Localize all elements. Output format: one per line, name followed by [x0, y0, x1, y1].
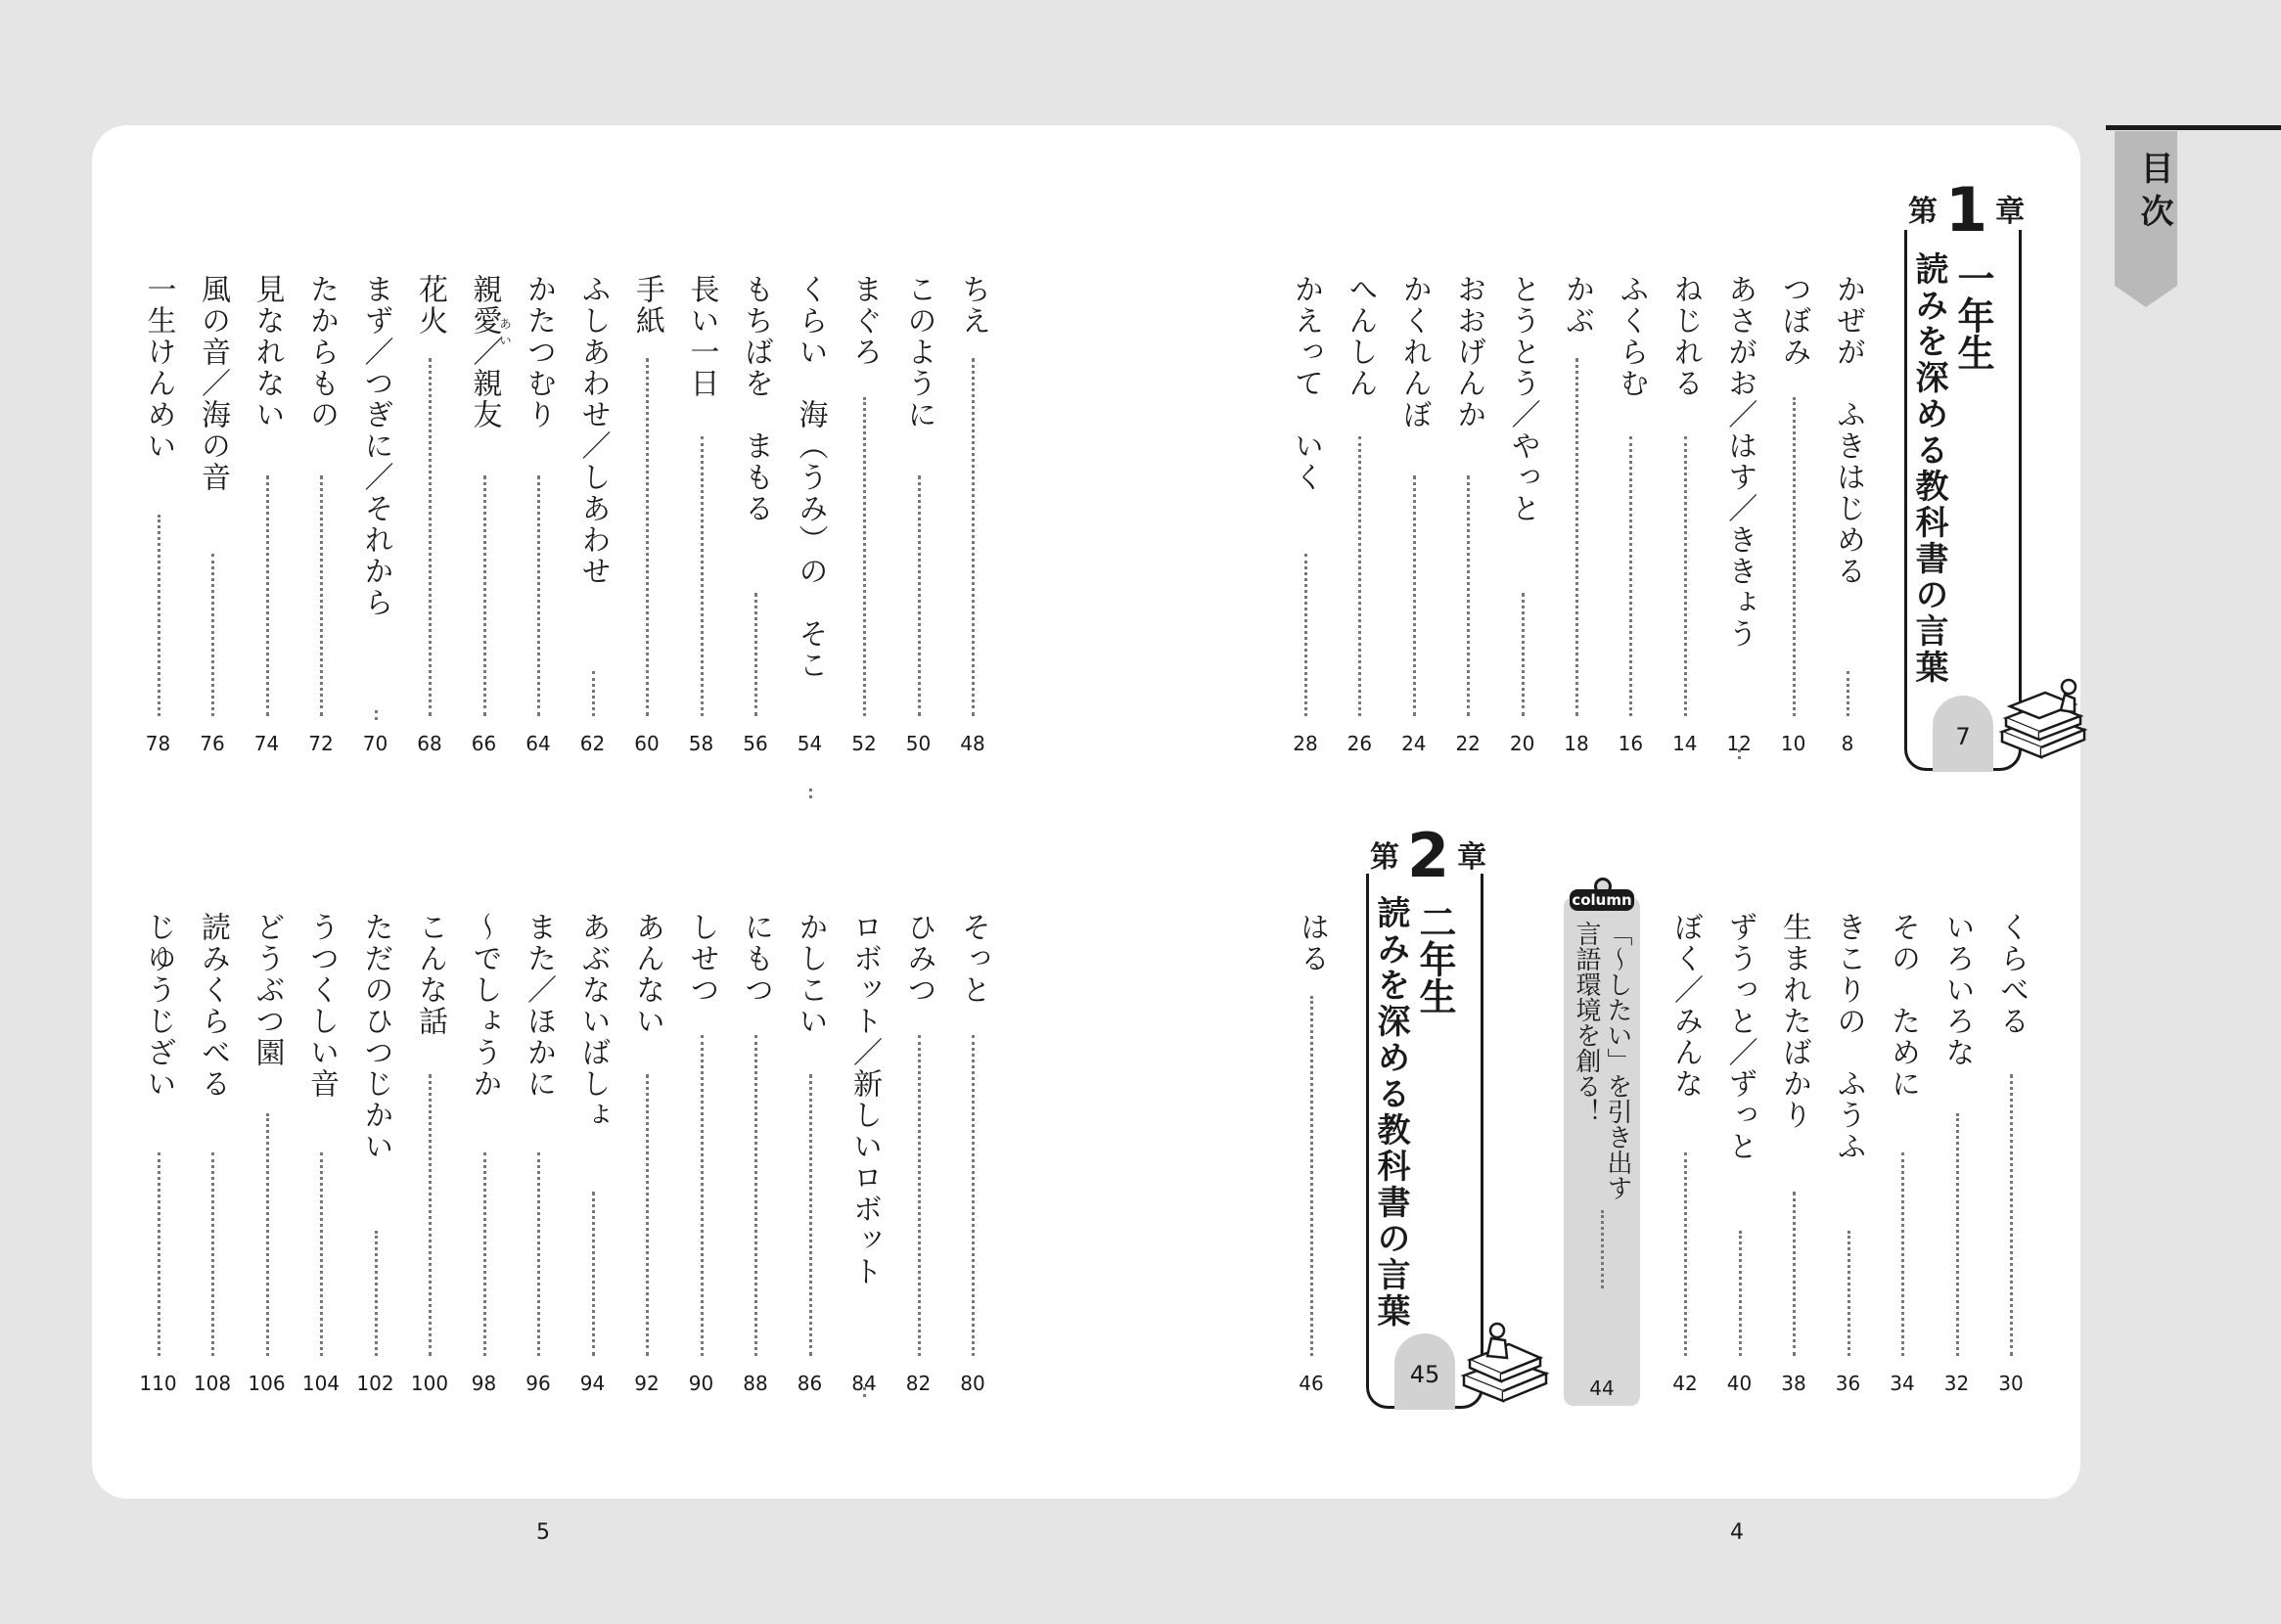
toc-entry-title: かたつむり — [522, 274, 556, 430]
toc-entry[interactable] — [1819, 912, 1878, 1415]
chapter1-start-page: 7 — [1933, 696, 1993, 772]
toc-leader-dots — [1739, 1231, 1742, 1356]
toc-entry-title: 花火 — [413, 274, 447, 337]
toc-entry-title: まぐろ — [847, 274, 882, 368]
toc-entry-page: 78 — [145, 732, 171, 755]
toc-entry-title: 読みくらべる — [196, 912, 230, 1100]
toc-leader-dots — [1310, 996, 1313, 1356]
toc-entry-title: うつくしい音 — [304, 912, 339, 1100]
toc-leader-dots — [158, 515, 160, 716]
column-line2: 言語環境を創る！ — [1572, 921, 1601, 1124]
toc-leader-dots — [646, 358, 649, 716]
toc-leader-dots — [592, 1192, 595, 1356]
toc-entry-ruby: あい — [499, 317, 512, 347]
toc-entry-title: 親愛／親友 — [467, 274, 502, 430]
toc-entry-title: つぼみ — [1776, 274, 1811, 368]
toc-entry-title: いろいろな — [1939, 912, 1975, 1068]
toc-entry[interactable] — [781, 274, 840, 775]
toc-leader-dots — [1467, 475, 1470, 716]
chapter1-label: 第 1 章 — [1908, 174, 2026, 246]
toc-entry-page: 28 — [1293, 732, 1318, 755]
toc-entry-page: 30 — [1998, 1372, 2024, 1395]
toc-leader-dots — [537, 1152, 540, 1356]
toc-entry-title: ずうっと／ずっと — [1722, 912, 1757, 1162]
toc-entry-title: その ために — [1886, 912, 1920, 1100]
toc-leader-dots — [701, 436, 704, 716]
toc-leader-dots — [863, 397, 866, 716]
toc-leader-dots — [537, 475, 540, 716]
toc-entry-page: 38 — [1781, 1372, 1806, 1395]
toc-entry[interactable] — [1385, 274, 1443, 775]
toc-entry-title: あんない — [630, 912, 664, 1037]
toc-entry[interactable] — [1330, 274, 1389, 775]
toc-entry-title: 手紙 — [630, 274, 664, 337]
toc-leader-dots — [809, 1074, 812, 1356]
toc-leader-dots — [1304, 554, 1307, 716]
toc-entry[interactable] — [617, 274, 676, 775]
toc-entry-title: もちばを まもる — [739, 274, 773, 524]
toc-leader-dots — [158, 1152, 160, 1356]
toc-entry[interactable] — [1493, 274, 1552, 775]
toc-leader-dots — [2010, 1074, 2013, 1356]
toc-entry-page: 56 — [743, 732, 768, 755]
toc-entry[interactable] — [726, 274, 785, 775]
toc-leader-dots — [1684, 1152, 1687, 1356]
toc-leader-dots — [1793, 397, 1796, 716]
books-reader-icon — [1458, 1321, 1552, 1411]
toc-entry[interactable] — [1982, 912, 2040, 1415]
toc-entry-page: 104 — [301, 1372, 341, 1395]
toc-entry[interactable] — [1711, 912, 1769, 1415]
toc-leader-dots — [1522, 593, 1525, 716]
toc-entry-page: 32 — [1943, 1372, 1970, 1395]
toc-entry-page: 54 — [797, 732, 823, 755]
toc-entry[interactable] — [1547, 274, 1606, 775]
toc-leader-dots — [918, 1035, 921, 1356]
column-badge: column — [1570, 889, 1634, 911]
toc-entry[interactable] — [1710, 274, 1768, 775]
page-number-right: 4 — [1730, 1520, 1744, 1545]
toc-entry[interactable] — [129, 912, 188, 1415]
toc-entry-title: ひみつ — [901, 912, 936, 1006]
toc-entry-title: くらい 海（うみ）の そこ — [793, 274, 828, 681]
toc-entry[interactable] — [943, 274, 1002, 775]
toc-entry[interactable] — [238, 274, 297, 775]
toc-entry-title: ふくらむ — [1614, 274, 1649, 399]
toc-entry[interactable] — [509, 912, 568, 1415]
toc-entry[interactable] — [564, 274, 622, 775]
toc-entry[interactable] — [672, 274, 731, 775]
chapter2-start-page: 45 — [1394, 1333, 1455, 1410]
toc-entry-title: おおげんか — [1451, 274, 1486, 430]
toc-entry[interactable] — [183, 274, 242, 775]
toc-leader-dots — [1629, 436, 1632, 716]
toc-entry[interactable] — [1601, 274, 1660, 775]
toc-entry-page: 110 — [139, 1372, 177, 1395]
toc-entry-page: 100 — [410, 1372, 449, 1395]
toc-entry-title: こんな話 — [413, 912, 447, 1037]
toc-entry[interactable] — [564, 912, 622, 1415]
toc-entry-title: ロボット／新しいロボット — [847, 912, 882, 1287]
toc-leader-dots — [754, 1035, 757, 1356]
toc-entry[interactable] — [835, 274, 893, 775]
toc-leader-dots — [1847, 671, 1849, 716]
toc-entry-page: 80 — [960, 1372, 985, 1395]
toc-entry-title: 風の音／海の音 — [196, 274, 230, 493]
toc-leader-dots — [701, 1035, 704, 1356]
toc-leader-dots — [1793, 1192, 1796, 1356]
toc-entry[interactable] — [346, 274, 405, 775]
toc-entry[interactable] — [1656, 274, 1714, 775]
toc-entry-title: かぜが ふきはじめる — [1831, 274, 1865, 587]
column-leader-dots — [1601, 1210, 1604, 1288]
toc-entry-page: 70 — [362, 732, 388, 755]
toc-entry-page: 18 — [1564, 732, 1589, 755]
toc-entry-page: 102 — [356, 1372, 394, 1395]
toc-entry-title: また／ほかに — [522, 912, 556, 1100]
toc-entry[interactable] — [292, 912, 350, 1415]
toc-leader-dots — [1956, 1113, 1959, 1356]
toc-entry[interactable] — [726, 912, 785, 1415]
toc-entry-page: 8 — [1841, 732, 1854, 755]
toc-entry[interactable] — [129, 274, 188, 775]
toc-entry-title: とうとう／やっと — [1505, 274, 1540, 524]
toc-leader-dots — [592, 671, 595, 716]
toc-leader-dots — [646, 1074, 649, 1356]
toc-entry[interactable] — [455, 912, 514, 1415]
chapter2-title: 読みを深める教科書の言葉 — [1371, 895, 1410, 1330]
toc-entry-page: 42 — [1672, 1372, 1698, 1395]
toc-entry-page: 22 — [1455, 732, 1481, 755]
toc-entry[interactable] — [1764, 912, 1823, 1415]
toc-entry-title: そっと — [956, 912, 990, 1006]
toc-tab — [2115, 131, 2177, 286]
toc-entry-page: 98 — [471, 1372, 497, 1395]
toc-entry-page: 66 — [471, 732, 497, 755]
toc-entry[interactable] — [509, 274, 568, 775]
toc-leader-dots — [483, 475, 486, 716]
toc-entry-page: 76 — [200, 732, 225, 755]
toc-entry-title: 生まれたばかり — [1777, 912, 1811, 1131]
chapter2-heading: 二年生 — [1413, 903, 1456, 1015]
toc-entry-title: じゆうじざい — [141, 912, 176, 1100]
toc-entry-title: ぼく／みんな — [1668, 912, 1703, 1100]
toc-entry-page: 34 — [1890, 1372, 1915, 1395]
toc-entry[interactable] — [1438, 274, 1497, 775]
toc-entry[interactable] — [890, 274, 948, 775]
toc-entry-page: 48 — [960, 732, 985, 755]
toc-entry-page: 12 — [1726, 732, 1752, 755]
toc-entry-title: かぶ — [1560, 274, 1594, 337]
toc-leader-dots — [211, 554, 214, 716]
toc-entry-title: たからもの — [304, 274, 339, 430]
column-line1: 「～したい」を引き出す — [1603, 921, 1632, 1200]
chapter1-heading: 一年生 — [1951, 259, 1994, 371]
toc-entry[interactable] — [781, 912, 840, 1415]
toc-tab-label: 目次 — [2134, 151, 2173, 237]
toc-entry-page: 108 — [193, 1372, 232, 1395]
chapter2-label: 第 2 章 — [1370, 820, 1487, 891]
toc-entry[interactable] — [400, 274, 459, 775]
toc-leader-dots — [1901, 1152, 1904, 1356]
toc-entry-title: ～でしょうか — [467, 912, 502, 1100]
toc-entry-page: 24 — [1401, 732, 1427, 755]
toc-entry[interactable] — [835, 912, 893, 1415]
toc-entry-page: 16 — [1618, 732, 1644, 755]
toc-leader-dots — [375, 1231, 378, 1356]
toc-leader-dots — [1575, 358, 1578, 716]
toc-entry-title: かしこい — [793, 912, 828, 1037]
toc-entry-page: 36 — [1835, 1372, 1861, 1395]
toc-entry-title: 見なれない — [250, 274, 285, 430]
toc-leader-dots — [320, 1152, 323, 1356]
toc-entry-page: 58 — [688, 732, 714, 755]
toc-leader-dots — [1358, 436, 1361, 716]
toc-entry-title: かくれんぼ — [1396, 274, 1432, 430]
tab-rule — [2106, 125, 2281, 130]
toc-leader-dots — [429, 358, 432, 716]
toc-entry-page: 46 — [1299, 1372, 1324, 1395]
toc-entry-page: 106 — [248, 1372, 286, 1395]
toc-entry-page: 90 — [688, 1372, 714, 1395]
toc-entry[interactable] — [346, 912, 405, 1415]
toc-entry-page: 84 — [851, 1372, 877, 1395]
toc-entry-page: 72 — [308, 732, 334, 755]
toc-entry-page: 26 — [1346, 732, 1373, 755]
toc-leader-dots — [754, 593, 757, 716]
toc-entry[interactable] — [292, 274, 350, 775]
toc-entry-page: 14 — [1672, 732, 1698, 755]
toc-entry-title: 長い一日 — [684, 274, 719, 399]
toc-leader-dots — [429, 1074, 432, 1356]
toc-entry[interactable] — [943, 912, 1002, 1415]
toc-entry-page: 52 — [851, 732, 877, 755]
toc-entry[interactable] — [455, 274, 514, 775]
toc-entry-title: 一生けんめい — [141, 274, 176, 462]
toc-entry-page: 64 — [525, 732, 551, 755]
toc-entry[interactable] — [1764, 274, 1823, 775]
toc-leader-dots — [972, 1035, 975, 1356]
toc-leader-dots — [972, 358, 975, 716]
toc-entry[interactable] — [890, 912, 948, 1415]
toc-leader-dots — [211, 1152, 214, 1356]
toc-entry[interactable] — [617, 912, 676, 1415]
toc-entry[interactable] — [1928, 912, 1986, 1415]
toc-entry-title: どうぶつ園 — [250, 912, 285, 1068]
toc-entry[interactable] — [1873, 912, 1932, 1415]
toc-entry-title: かえって いく — [1289, 274, 1323, 493]
toc-leader-dots — [266, 475, 269, 716]
toc-entry-title: あさがお／はす／ききょう — [1722, 274, 1757, 650]
toc-entry-title: このように — [901, 274, 936, 430]
toc-leader-dots — [320, 475, 323, 716]
toc-entry[interactable] — [672, 912, 731, 1415]
toc-entry[interactable] — [1656, 912, 1714, 1415]
toc-entry-page: 68 — [417, 732, 442, 755]
toc-entry-page: 20 — [1509, 732, 1535, 755]
toc-entry-title: はる — [1295, 912, 1329, 974]
toc-entry[interactable] — [238, 912, 297, 1415]
toc-leader-dots — [1413, 475, 1416, 716]
toc-leader-dots — [266, 1113, 269, 1356]
toc-entry[interactable] — [1282, 912, 1341, 1415]
toc-entry-title: しせつ — [684, 912, 719, 1006]
column-page: 44 — [1589, 1376, 1615, 1400]
toc-entry-title: きこりの ふうふ — [1831, 912, 1866, 1162]
toc-entry-page: 92 — [634, 1372, 660, 1395]
toc-leader-dots — [1848, 1231, 1850, 1356]
chapter1-title: 読みを深める教科書の言葉 — [1909, 251, 1948, 686]
toc-entry[interactable] — [1818, 274, 1877, 775]
toc-entry[interactable] — [183, 912, 242, 1415]
toc-entry-title: ただのひつじかい — [358, 912, 393, 1162]
toc-entry-title: ねじれる — [1667, 274, 1703, 399]
toc-entry-page: 96 — [525, 1372, 551, 1395]
toc-entry-title: ちえ — [956, 274, 990, 337]
toc-entry-title: くらべる — [1994, 912, 2029, 1037]
toc-entry[interactable] — [1276, 274, 1335, 775]
toc-entry[interactable] — [400, 912, 459, 1415]
toc-leader-dots — [483, 1152, 486, 1356]
toc-entry-page: 10 — [1780, 732, 1806, 755]
toc-entry-page: 82 — [905, 1372, 932, 1395]
toc-entry-page: 88 — [743, 1372, 768, 1395]
toc-entry-title: にもつ — [739, 912, 773, 1006]
toc-entry-page: 40 — [1726, 1372, 1753, 1395]
toc-entry-page: 74 — [253, 732, 280, 755]
toc-leader-dots — [918, 475, 921, 716]
toc-entry-title: まず／つぎに／それから — [358, 274, 393, 618]
column-box — [1564, 891, 1640, 1406]
toc-entry-page: 50 — [905, 732, 932, 755]
page-number-left: 5 — [536, 1520, 550, 1545]
toc-entry-title: あぶないばしょ — [575, 912, 611, 1131]
toc-entry-title: へんしん — [1343, 274, 1378, 399]
toc-entry-page: 60 — [634, 732, 660, 755]
toc-entry-page: 94 — [579, 1372, 606, 1395]
toc-leader-dots — [809, 789, 812, 798]
toc-entry-title: ふしあわせ／しあわせ — [575, 274, 611, 587]
toc-leader-dots — [1684, 436, 1687, 716]
books-reader-icon — [1996, 677, 2090, 767]
toc-leader-dots — [375, 710, 378, 720]
toc-entry-page: 86 — [797, 1372, 823, 1395]
toc-entry-page: 62 — [579, 732, 606, 755]
